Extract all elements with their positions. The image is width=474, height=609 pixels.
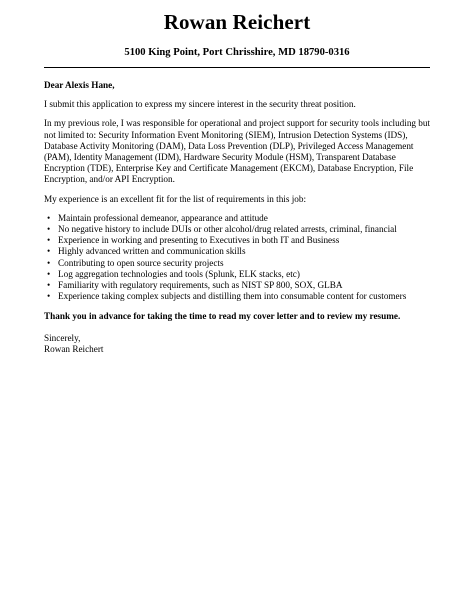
requirements-list xyxy=(44,213,434,303)
requirement-text: Experience taking complex subjects and distilling them into consumable content for customers xyxy=(58,291,407,302)
previous-role-paragraph: In my previous role, I was responsible for operational and project support for security tools including but not limited to: Security Information Event Monitoring (SIEM), Intrusion Detection Systems (IDS), Database Activity Monitoring (DAM), Data Loss Prevention (DLP), Privileged Access Management (PAM), Identity Management (IDM), Hardware Security Module (HSM), Transparent Database Encryption (TDE), Enterprise Key and Certificate Management (EKCM), Database Encryption, File Encryption, and/or API Encryption. xyxy=(44,118,431,185)
list-item xyxy=(44,235,434,246)
list-item xyxy=(44,280,434,291)
list-item xyxy=(44,224,434,235)
requirement-text: Experience in working and presenting to Executives in both IT and Business xyxy=(58,235,340,246)
bullet-icon: • xyxy=(47,257,51,268)
salutation: Dear Alexis Hane, xyxy=(44,80,115,90)
bullet-icon: • xyxy=(47,280,51,291)
bullet-icon: • xyxy=(47,246,51,257)
bullet-icon: • xyxy=(47,212,51,223)
signature-name: Rowan Reichert xyxy=(44,343,104,354)
letter-body xyxy=(44,80,434,355)
requirement-text: Familiarity with regulatory requirements, such as NIST SP 800, SOX, GLBA xyxy=(58,280,343,291)
thanks-paragraph: Thank you in advance for taking the time to read my cover letter and to review my resume. xyxy=(44,311,401,322)
header-divider xyxy=(44,67,430,68)
bullet-icon: • xyxy=(47,224,51,235)
bullet-icon: • xyxy=(47,235,51,246)
list-item xyxy=(44,246,434,257)
intro-paragraph: I submit this application to express my sincere interest in the security threat position. xyxy=(44,99,356,110)
requirement-text: Contributing to open source security projects xyxy=(58,257,224,268)
requirement-text: No negative history to include DUIs or other alcohol/drug related arrests, criminal, financial xyxy=(58,224,397,235)
closing-block xyxy=(44,333,434,355)
requirement-text: Maintain professional demeanor, appearance and attitude xyxy=(58,212,268,223)
list-item xyxy=(44,291,434,302)
applicant-address: 5100 King Point, Port Chrisshire, MD 18790-0316 xyxy=(124,47,350,58)
requirement-text: Log aggregation technologies and tools (Splunk, ELK stacks, etc) xyxy=(58,268,300,279)
bullet-icon: • xyxy=(47,268,51,279)
list-item xyxy=(44,213,434,224)
applicant-name: Rowan Reichert xyxy=(163,10,311,34)
list-item xyxy=(44,269,434,280)
requirement-text: Highly advanced written and communication skills xyxy=(58,246,246,257)
closing-line: Sincerely, xyxy=(44,332,81,343)
fit-statement: My experience is an excellent fit for the list of requirements in this job: xyxy=(44,193,307,204)
list-item xyxy=(44,258,434,269)
bullet-icon: • xyxy=(47,291,51,302)
